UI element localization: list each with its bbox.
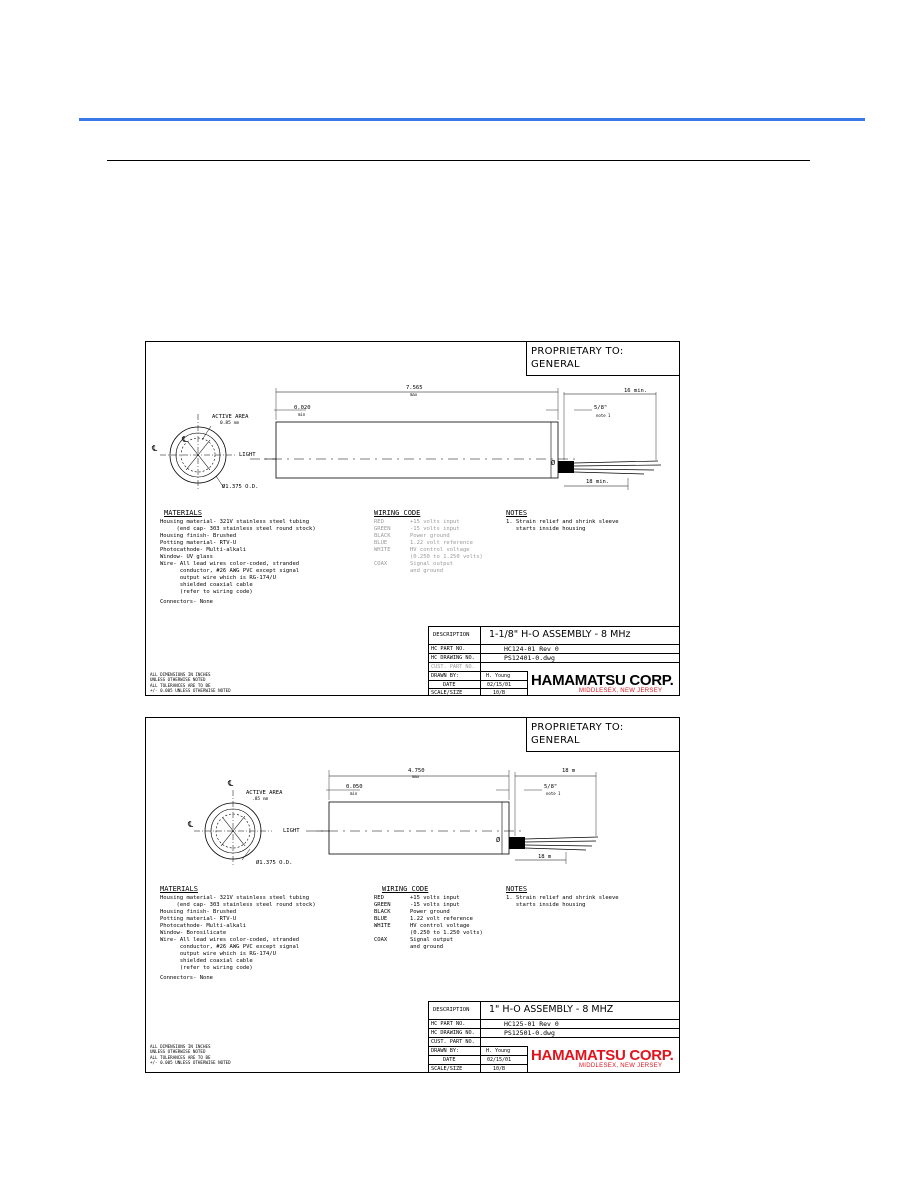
wire-color: RED — [374, 519, 384, 525]
note-line: 1. Strain relief and shrink sleeve — [506, 519, 619, 525]
cust-label: CUST. PART NO. — [431, 664, 475, 670]
wire-color: GREEN — [374, 526, 391, 532]
title-block-divider-2 — [527, 1046, 528, 1073]
date-value: 02/15/01 — [487, 682, 512, 688]
drawn-row — [429, 671, 527, 680]
materials-title: MATERIALS — [160, 885, 198, 893]
centerline-symbol: ℄ — [182, 435, 188, 444]
drawing-row — [429, 653, 680, 662]
cust-row — [429, 1037, 680, 1046]
drawing-row — [429, 1028, 680, 1037]
part-value: HC124-01 Rev 0 — [504, 645, 559, 653]
drawn-value: H. Young — [486, 1048, 511, 1054]
drawing-sheet-1 — [145, 341, 680, 696]
scale-label: SCALE/SIZE — [431, 1066, 463, 1072]
materials-line: Window- Borosilicate — [160, 930, 227, 936]
drawing-sheet-2 — [145, 717, 680, 1073]
materials-line: conductor, #26 AWG PVC except signal — [160, 944, 300, 950]
offset-dim-sub: min — [350, 791, 358, 796]
offset-dim-sub: min — [298, 412, 306, 417]
materials-line: (end cap- 303 stainless steel round stock) — [160, 526, 316, 532]
wire-function: +15 volts input — [410, 895, 460, 901]
materials-line: Potting material- RTV-U — [160, 916, 237, 922]
dia-small-dim: 5/8" — [544, 784, 558, 790]
wire-function: (0.250 to 1.250 volts) — [410, 930, 483, 936]
notes-title: NOTES — [506, 885, 528, 893]
wiring-title: WIRING CODE — [374, 509, 421, 517]
lead-dim-2: 18 m — [538, 854, 552, 860]
date-label: DATE — [443, 682, 456, 688]
wire-color: BLACK — [374, 533, 391, 539]
proprietary-label: PROPRIETARY TO: — [531, 722, 624, 733]
wire-function: (0.250 to 1.250 volts) — [410, 554, 483, 560]
materials-line: Potting material- RTV-U — [160, 540, 237, 546]
proprietary-box — [526, 342, 679, 376]
scale-value: 10/B — [493, 1066, 506, 1072]
length-dim: 4.750 — [408, 768, 425, 774]
light-label: LIGHT — [283, 828, 300, 834]
part-label: HC PART NO. — [431, 646, 466, 652]
wire-color: BLUE — [374, 916, 388, 922]
wire-color: COAX — [374, 561, 388, 567]
drawing-label: HC DRAWING NO. — [431, 655, 475, 661]
cust-row — [429, 662, 680, 671]
drawing-value: PS12501-0.dwg — [504, 1029, 555, 1037]
wire-function: +15 volts input — [410, 519, 460, 525]
wire-color: RED — [374, 895, 384, 901]
od-label: Ø1.375 O.D. — [256, 860, 293, 866]
wire-function: and ground — [410, 568, 444, 574]
proprietary-box — [526, 718, 679, 752]
note-line: starts inside housing — [506, 902, 586, 908]
wire-function: -15 volts input — [410, 902, 460, 908]
materials-line: shielded coaxial cable — [160, 958, 253, 964]
wire-color: BLUE — [374, 540, 388, 546]
wiring-title: WIRING CODE — [382, 885, 429, 893]
tolerance-line: ALL TOLERANCES ARE TO BE — [150, 1055, 211, 1060]
drawing-value: PS12401-0.dwg — [504, 654, 555, 662]
active-area-value: 0.85 nm — [220, 421, 239, 426]
wire-color: WHITE — [374, 923, 391, 929]
offset-dim: 0.020 — [294, 405, 311, 411]
notes-title: NOTES — [506, 509, 528, 517]
section-rule — [107, 160, 810, 161]
drawn-label: DRAWN BY: — [431, 1048, 460, 1054]
wire-color: COAX — [374, 937, 388, 943]
company-logo: HAMAMATSU CORP. — [531, 1047, 674, 1064]
od-label: Ø1.375 O.D. — [222, 484, 259, 490]
active-area-label: ACTIVE AREA — [246, 790, 283, 796]
part-label: HC PART NO. — [431, 1021, 466, 1027]
company-location: MIDDLESEX, NEW JERSEY — [579, 1063, 663, 1069]
header-rule — [79, 118, 865, 121]
materials-line: Housing material- 321V stainless steel tubing — [160, 519, 310, 525]
materials-line: Housing finish- Brushed — [160, 533, 237, 539]
materials-title: MATERIALS — [164, 509, 202, 517]
length-dim-sub: max — [412, 774, 420, 779]
diameter-symbol: Ø — [496, 836, 501, 844]
scale-label: SCALE/SIZE — [431, 690, 463, 696]
tolerance-line: UNLESS OTHERWISE NOTED — [150, 677, 206, 682]
centerline-symbol-h: ℄ — [152, 444, 158, 453]
proprietary-value: GENERAL — [531, 359, 580, 370]
wire-function: Power ground — [410, 909, 450, 915]
part-row — [429, 1019, 680, 1028]
materials-line: Housing finish- Brushed — [160, 909, 237, 915]
dia-small-sub: note 1 — [596, 413, 611, 418]
materials-line: Photocathode- Multi-alkali — [160, 547, 247, 553]
lead-dim-2: 18 min. — [586, 479, 610, 485]
materials-line: Housing material- 321V stainless steel tubing — [160, 895, 310, 901]
part-value: HC125-01 Rev 0 — [504, 1020, 559, 1028]
note-line: starts inside housing — [506, 526, 586, 532]
materials-line: (end cap- 303 stainless steel round stock) — [160, 902, 316, 908]
part-row — [429, 644, 680, 653]
active-area-value: .85 nm — [252, 797, 269, 802]
wire-function: HV control voltage — [410, 923, 470, 929]
date-row — [429, 1055, 527, 1064]
date-value: 02/15/01 — [487, 1057, 512, 1063]
description-label: DESCRIPTION — [433, 632, 470, 638]
wire-function: Signal output — [410, 937, 454, 943]
description-value: 1" H-O ASSEMBLY - 8 MHZ — [489, 1004, 614, 1015]
wire-function: HV control voltage — [410, 547, 470, 553]
scale-value: 10/B — [493, 690, 506, 696]
drawn-value: H. Young — [486, 673, 511, 679]
materials-line: Connectors- None — [160, 975, 213, 981]
tolerance-line: ALL DIMENSIONS IN INCHES — [150, 1044, 211, 1049]
date-label: DATE — [443, 1057, 456, 1063]
materials-line: output wire which is RG-174/U — [160, 575, 276, 581]
wire-color: GREEN — [374, 902, 391, 908]
company-logo: HAMAMATSU CORP. — [531, 672, 674, 689]
wire-function: 1.22 volt reference — [410, 540, 473, 546]
tolerance-line: +/- 0.005 UNLESS OTHERWISE NOTED — [150, 1060, 231, 1065]
materials-line: Wire- All lead wires color-coded, stranded — [160, 937, 300, 943]
dia-small-sub: note 1 — [546, 791, 561, 796]
note-line: 1. Strain relief and shrink sleeve — [506, 895, 619, 901]
materials-line: shielded coaxial cable — [160, 582, 253, 588]
materials-line: output wire which is RG-174/U — [160, 951, 276, 957]
light-label: LIGHT — [239, 452, 256, 458]
proprietary-label: PROPRIETARY TO: — [531, 346, 624, 357]
materials-line: conductor, #26 AWG PVC except signal — [160, 568, 300, 574]
lead-dim: 18 m — [562, 768, 576, 774]
title-block — [428, 1001, 679, 1072]
tolerance-line: UNLESS OTHERWISE NOTED — [150, 1049, 206, 1054]
tolerance-line: ALL DIMENSIONS IN INCHES — [150, 672, 211, 677]
wire-color: WHITE — [374, 547, 391, 553]
wire-function: and ground — [410, 944, 444, 950]
offset-dim: 0.050 — [346, 784, 363, 790]
length-dim: 7.565 — [406, 385, 423, 391]
company-location: MIDDLESEX, NEW JERSEY — [579, 688, 663, 694]
wire-function: -15 volts input — [410, 526, 460, 532]
wire-function: Signal output — [410, 561, 454, 567]
tolerance-line: +/- 0.005 UNLESS OTHERWISE NOTED — [150, 688, 231, 693]
cust-label: CUST. PART NO. — [431, 1039, 475, 1045]
drawn-row — [429, 1046, 527, 1055]
description-value: 1-1/8" H-O ASSEMBLY - 8 MHz — [489, 629, 631, 640]
wire-function: Power ground — [410, 533, 450, 539]
wire-function: 1.22 volt reference — [410, 916, 473, 922]
materials-line: Photocathode- Multi-alkali — [160, 923, 247, 929]
dia-small-dim: 5/8" — [594, 405, 608, 411]
tolerance-line: ALL TOLERANCES ARE TO BE — [150, 683, 211, 688]
drawn-label: DRAWN BY: — [431, 673, 460, 679]
lead-dim: 16 min. — [624, 388, 648, 394]
materials-line: Window- UV glass — [160, 554, 213, 560]
materials-line: Wire- All lead wires color-coded, stranded — [160, 561, 300, 567]
materials-line: (refer to wiring code) — [160, 965, 253, 971]
proprietary-value: GENERAL — [531, 735, 580, 746]
title-block — [428, 626, 679, 695]
centerline-symbol-h: ℄ — [188, 820, 194, 829]
active-area-label: ACTIVE AREA — [212, 414, 249, 420]
wire-color: BLACK — [374, 909, 391, 915]
title-block-divider-2 — [527, 671, 528, 696]
materials-line: Connectors- None — [160, 599, 213, 605]
diameter-symbol: Ø — [551, 459, 556, 467]
length-dim-sub: max — [410, 392, 418, 397]
scale-row — [429, 1064, 527, 1073]
drawing-label: HC DRAWING NO. — [431, 1030, 475, 1036]
description-label: DESCRIPTION — [433, 1007, 470, 1013]
materials-line: (refer to wiring code) — [160, 589, 253, 595]
centerline-symbol: ℄ — [228, 779, 234, 788]
scale-row — [429, 688, 527, 696]
